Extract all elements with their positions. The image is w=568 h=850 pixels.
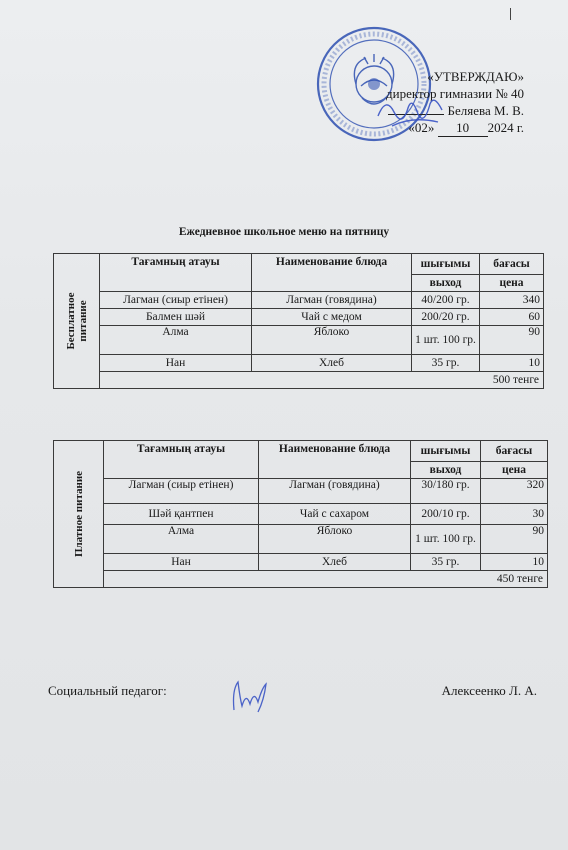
col-header-yield-top: шығымы bbox=[412, 254, 480, 275]
dish-yield: 1 шт. 100 гр. bbox=[412, 326, 480, 355]
dish-kz: Нан bbox=[104, 554, 259, 571]
total-cell: 450 тенге bbox=[104, 571, 548, 588]
dish-yield: 30/180 гр. bbox=[411, 479, 481, 504]
approve-day: «02» bbox=[408, 120, 435, 135]
dish-price: 10 bbox=[481, 554, 548, 571]
dish-yield: 1 шт. 100 гр. bbox=[411, 525, 481, 554]
dish-yield: 200/20 гр. bbox=[412, 309, 480, 326]
table-row bbox=[54, 479, 548, 504]
table-row bbox=[54, 326, 544, 355]
dish-kz: Лагман (сиыр етінен) bbox=[100, 292, 252, 309]
dish-kz: Алма bbox=[100, 326, 252, 355]
dish-price: 60 bbox=[480, 309, 544, 326]
dish-ru: Чай с медом bbox=[252, 309, 412, 326]
col-header-yield-top: шығымы bbox=[411, 441, 481, 462]
dish-ru: Лагман (говядина) bbox=[252, 292, 412, 309]
paid-side-cell bbox=[54, 441, 104, 588]
dish-ru: Хлеб bbox=[259, 554, 411, 571]
dish-yield: 40/200 гр. bbox=[412, 292, 480, 309]
dish-yield: 35 гр. bbox=[411, 554, 481, 571]
col-header-price-bottom: цена bbox=[480, 275, 544, 292]
col-header-price-top: бағасы bbox=[480, 254, 544, 275]
dish-price: 340 bbox=[480, 292, 544, 309]
paid-meal-table bbox=[53, 440, 548, 588]
table-row bbox=[54, 309, 544, 326]
menu-title: Ежедневное школьное меню на пятницу bbox=[178, 226, 390, 238]
table-row bbox=[54, 554, 548, 571]
free-meal-table bbox=[53, 253, 544, 389]
dish-ru: Лагман (говядина) bbox=[259, 479, 411, 504]
footer-role: Социальный педагог: bbox=[48, 683, 167, 698]
dish-ru: Яблоко bbox=[259, 525, 411, 554]
col-header-price-bottom: цена bbox=[481, 462, 548, 479]
approve-position: директор гимназии № 40 bbox=[386, 86, 524, 101]
col-header-ru: Наименование блюда bbox=[259, 441, 411, 479]
approve-name: Беляева М. В. bbox=[447, 103, 524, 118]
dish-price: 320 bbox=[481, 479, 548, 504]
dish-yield: 200/10 гр. bbox=[411, 504, 481, 525]
paid-side-label: Платное питание bbox=[72, 470, 85, 558]
table-row bbox=[54, 504, 548, 525]
table-row bbox=[54, 292, 544, 309]
dish-kz: Балмен шәй bbox=[100, 309, 252, 326]
dish-price: 90 bbox=[481, 525, 548, 554]
dish-ru: Хлеб bbox=[252, 355, 412, 372]
col-header-yield-bottom: выход bbox=[412, 275, 480, 292]
corner-mark bbox=[510, 8, 511, 20]
col-header-kz: Тағамның атауы bbox=[100, 254, 252, 292]
approve-year: 2024 г. bbox=[487, 120, 524, 135]
dish-ru: Яблоко bbox=[252, 326, 412, 355]
free-side-label: Бесплатное питание bbox=[64, 292, 89, 350]
dish-kz: Алма bbox=[104, 525, 259, 554]
free-side-cell bbox=[54, 254, 100, 389]
dish-yield: 35 гр. bbox=[412, 355, 480, 372]
dish-kz: Шәй қантпен bbox=[104, 504, 259, 525]
table-row bbox=[54, 525, 548, 554]
approve-month: 10 bbox=[438, 119, 488, 137]
col-header-kz: Тағамның атауы bbox=[104, 441, 259, 479]
col-header-ru: Наименование блюда bbox=[252, 254, 412, 292]
dish-kz: Нан bbox=[100, 355, 252, 372]
table-row bbox=[54, 355, 544, 372]
dish-price: 10 bbox=[480, 355, 544, 372]
pedagogue-signature bbox=[228, 670, 274, 716]
col-header-price-top: бағасы bbox=[481, 441, 548, 462]
dish-price: 30 bbox=[481, 504, 548, 525]
approve-heading: «УТВЕРЖДАЮ» bbox=[427, 69, 524, 84]
dish-kz: Лагман (сиыр етінен) bbox=[104, 479, 259, 504]
total-cell: 500 тенге bbox=[100, 372, 544, 389]
dish-ru: Чай с сахаром bbox=[259, 504, 411, 525]
director-signature bbox=[372, 86, 452, 138]
col-header-yield-bottom: выход bbox=[411, 462, 481, 479]
footer-name: Алексеенко Л. А. bbox=[441, 683, 537, 698]
dish-price: 90 bbox=[480, 326, 544, 355]
